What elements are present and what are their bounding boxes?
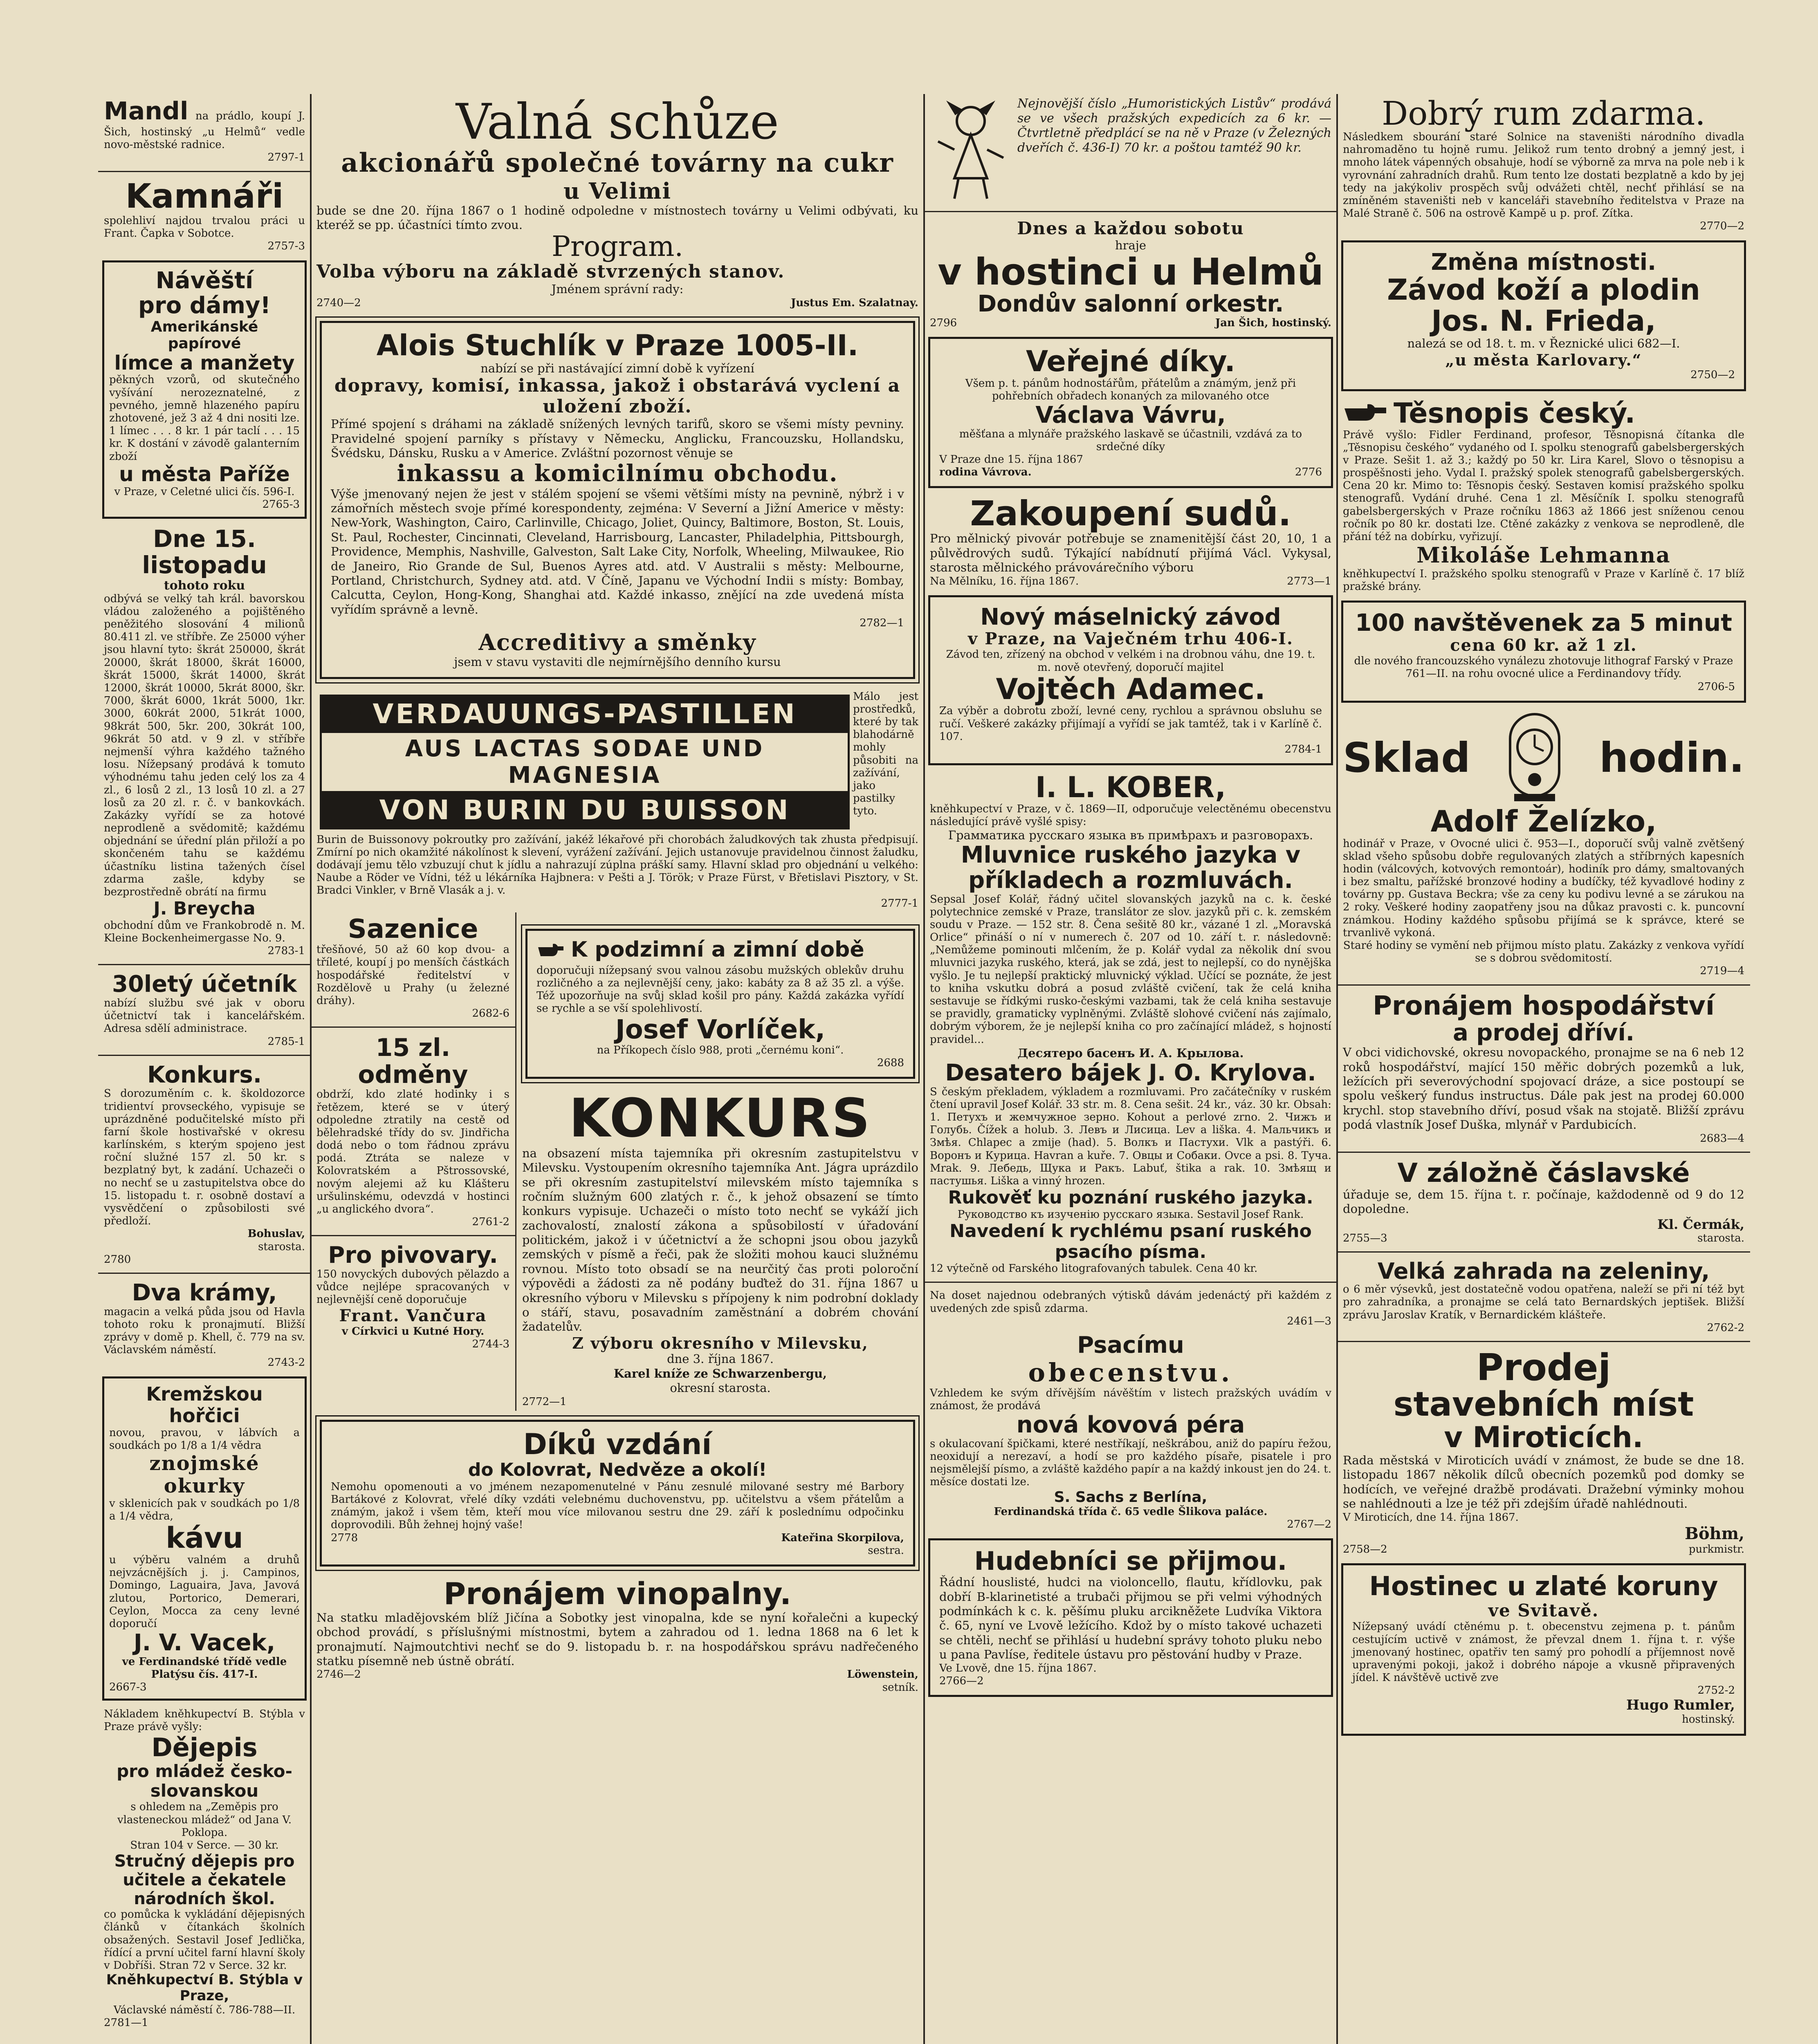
ad-subtitle: znojmské okurky (149, 1452, 260, 1497)
ad-horcice (102, 1376, 307, 1701)
ad-title: 15 zl. odměny (358, 1033, 468, 1089)
hand-pointer-icon (1343, 399, 1388, 429)
ad-text: Vzhledem ke svým dřívějším návěštím v listech pražských uvádím v známost, že prodává (930, 1387, 1331, 1412)
ad-title: Pro pivovary. (328, 1242, 498, 1269)
column-4 (1337, 94, 1750, 2044)
ad-text: Na doset najednou odebraných výtisků dávám jedenáctý při každém z uvedených zde spisů zdarma. (930, 1289, 1331, 1315)
ad-humoristicke-listy (924, 94, 1337, 207)
ad-text: hodinář v Praze, v Ovocné ulici č. 953—I., doporučí svůj valně zvětšený sklad všeho spůsobu dobře regulovaných zlatých a stříbrných kapesních hodin (válcových, kotvových remontoár), hodiník pro dámy, smaltovaných i bez smaltu, pařížské bronzové hodiny a budíčky, též kyvadlové hodiny z továrny pp. Gustava Beckra; vše za ceny ku podivu levné a se zárukou na 2 roky. Veškeré hodiny zaopatřeny jsou na důkaz pravosti c. k. puncovní známkou. Hodiny každého spůsobu přijímá se k správce, které se trvanlivě vykoná. (1343, 837, 1744, 939)
ad-jedenacty (924, 1287, 1337, 1330)
ad-title: Konkurs. (147, 1061, 262, 1088)
ad-signature: Karel kníže ze Schwarzenbergu, (613, 1366, 827, 1381)
ad-text: Rada městská v Miroticích uvádí v známost, že bude se dne 18. listopadu 1867 několik dílců obecních pozemků pod domky se hodících, ve veřejné dražbě prodávati. Dražební výminky mohou se nahlédnouti a lze je též při zdejším úřadě nahlédnouti. (1343, 1453, 1744, 1511)
ad-diky-vzdani (320, 1420, 915, 1567)
ad-role: starosta. (1697, 1232, 1744, 1244)
ad-ucetnik (98, 969, 311, 1050)
ad-date: Na Mělníku, 16. října 1867. (930, 575, 1079, 587)
ad-signature: Kateřina Skorpilova, (781, 1531, 904, 1544)
ad-text: Právě vyšlo: Fidler Ferdinand, profesor, Těsnopisná čítanka dle „Těsnopisu českého“ vydaného od I. spolku stenografů gabelsbergerských v Praze. Sešit 1. až 3.; každý po 50 kr. Lira Karel, Slovo o těsnopisu a prospěšnosti jeho. Vydal I. pražský spolek stenografů gabelsbergerských. Cena 20 kr. Mimo to: Těsnopis český. Sestaven komisí pražského spolku stenografů. Vydání druhé. Cena 1 zl. Měsíčník I. spolku stenografů gabelsbergerských v Praze ročníku 1863 až 1866 jest sníženou cenou ročník po 80 kr. dostati lze. Ctěné zakázky z venkova se neprodleně, dle přání též na dobírku, vyřizují. (1343, 428, 1744, 543)
ad-vinopalna (311, 1576, 924, 1697)
ad-text: Na statku mladějovském blíž Jičína a Sobotky jest vinopalna, kde se nyní kořalečni a kupecký obchod provádí, s příslušnými místnostmi, bytem a zahradou od 1. ledna 1868 na 6 let k pronajmutí. Najmoutchtivi nechť se do 9. listopadu b. r. na hospodářskou správu nadřečeného statku písemně neb ústně obrátí. (316, 1610, 918, 1668)
ad-title: Alois Stuchlík v Praze 1005-II. (376, 328, 859, 362)
ad-navstevenky (1341, 601, 1746, 702)
ad-konkurs-milevsko (516, 1088, 924, 1410)
ad-number: 2777-1 (881, 897, 918, 910)
ad-date: dne 3. října 1867. (667, 1352, 774, 1366)
ad-number: 2755—3 (1343, 1232, 1387, 1244)
ad-title: Dobrý rum zdarma. (1382, 94, 1706, 132)
ad-number: 2752-2 (1697, 1684, 1735, 1697)
ad-title: Stručný dějepis pro učitele a čekatele národních škol. (114, 1852, 295, 1909)
ad-signature: Böhm, (1685, 1524, 1744, 1543)
ad-text: jsem v stavu vystaviti dle nejmírnějšího denního kursu (454, 655, 781, 669)
ad-signature: Justus Em. Szalatnay. (791, 296, 918, 309)
ad-title: I. L. KOBER, (1035, 771, 1226, 805)
ad-text: Pro mělnický pivovár potřebuje se znamenitější část 20, 10, 1 a půlvědrových sudů. Týkající nabídnutí přijímá Václ. Vykysal, starosta mělnického právovárečního výboru (930, 531, 1331, 575)
ad-text: úřaduje se, dem 15. října t. r. počínaje, každodenně od 9 do 12 dopoledne. (1343, 1187, 1744, 1216)
ad-zahrada (1337, 1257, 1750, 1337)
ad-listopad (98, 524, 311, 960)
ad-kramy (98, 1278, 311, 1372)
ad-signature: rodina Vávrova. (939, 466, 1032, 479)
ad-subtitle: u města Paříže (119, 462, 290, 486)
ad-text: Руководство къ изученію русскаго языка. Sestavil Josef Rank. (957, 1208, 1304, 1221)
ad-text: u výběru valném a druhů nejvzácnějších j. j. Campinos, Domingo, Laguaira, Java, Javová zlutou, Portorico, Demerari, Ceylon, Mocca za ceny levné doporučí (109, 1553, 300, 1630)
ad-text: Za výběr a dobrotu zboží, levné ceny, rychlou a správnou obsluhu se ručí. Veškeré zakázky přijímají a vyřídí se jak tamtéž, tak i v Karlíně č. 107. (939, 705, 1322, 743)
ad-russian-title: Грамматика русскаго языка въ примѣрахъ и разговорахъ. (948, 828, 1313, 842)
ad-role: setník. (882, 1681, 918, 1694)
ad-signature: Josef Vorlíček, (615, 1014, 826, 1045)
ad-odmeny (311, 1032, 515, 1231)
hand-pointer-icon (536, 938, 565, 964)
ad-text: Všem p. t. pánům hodnostářům, přátelům a známým, jenž při pohřebních obřadech konaných za milovaného otce (965, 377, 1296, 402)
ad-title: Mandl (104, 97, 189, 126)
ad-text: kněhkupectví v Praze, v č. 1869—II, odporučuje velectěnému obecenstvu následující právě vyšlé spisy: (930, 802, 1331, 828)
ad-number: 2767—2 (1287, 1518, 1331, 1531)
ad-side-text: Málo jest prostředků, které by tak blahodárně mohly působiti na zažívání, jako pastilky tyto. (853, 690, 918, 818)
ad-title: Velká zahrada na zeleniny, (1377, 1258, 1710, 1284)
ad-text: S dorozuměním c. k. školdozorce tridientví provseckého, vypisuje se uprázdněné podučitelské místo při farní škole hostivařské v okresu karlínském, s kterým spojeno jest roční služné 157 zl. 50 kr. s bezplatný byt, k zadání. Uchazeči o no nechť se u zastupitelstva obce do 15. listopadu t. r. osobně dostaví a vysvědčení o způsobilosti své předloží. (104, 1087, 305, 1228)
ad-pastillen (311, 688, 924, 912)
ad-signature: Hugo Rumler, (1626, 1697, 1735, 1714)
ad-signature: Bohuslav, (247, 1228, 305, 1240)
ad-price: Stran 104 v Serce. — 30 kr. (130, 1839, 279, 1851)
ad-konkurs-hostivar (98, 1060, 311, 1269)
ad-text: Přímé spojení s dráhami na základě snížených levných tarifů, skoro se všemi místy pevniny. Pravidelné spojení parníky s přístavy v Německu, Anglicku, Francouzsku, Hollandsku, Švédsku, Dánsku, Rusku a v Americe. Zvláštní pozornost věnuje se (331, 417, 904, 460)
ad-signature: S. Sachs z Berlína, (1054, 1488, 1208, 1506)
ad-title: Zakoupení sudů. (970, 493, 1291, 534)
ad-footer: ve Ferdinandské třídě vedle Platýsu čís. 417-I. (122, 1655, 287, 1681)
ad-subtitle: kávu (166, 1521, 243, 1555)
ad-text: dle nového francouzského vynálezu zhotovuje lithograf Farský v Praze 761—II. na rohu ovocné ulice a Ferdinandovy třídy. (1354, 655, 1733, 680)
ad-date: V Praze dne 15. října 1867 (939, 453, 1083, 466)
pastillen-banner (320, 695, 850, 829)
ad-text: Jménem správní rady: (551, 282, 684, 296)
ad-subtitle: límce a manžety (114, 351, 295, 374)
ad-number: 2772—1 (522, 1395, 567, 1408)
ad-signature: Vojtěch Adamec. (996, 672, 1266, 706)
ad-title: hodin. (1599, 734, 1744, 782)
ad-role: hostinský. (1682, 1713, 1735, 1726)
ad-text: Nejnovější číslo „Humoristických Listův“ prodává se ve všech pražských expedicích za 6 kr. — Čtvrtletně předplácí se na ně v Praze (v Železných dveřích č. 436-I) 70 kr. a poštou tamtéž 90 kr. (1017, 96, 1331, 155)
ad-frieda (1341, 240, 1746, 391)
ad-kamnari (98, 176, 311, 256)
ad-number: 2719—4 (1700, 965, 1744, 977)
ad-rum-zdarma (1337, 94, 1750, 235)
ad-role: sestra. (868, 1544, 904, 1557)
ad-number: 2461—3 (1287, 1315, 1331, 1327)
ad-number: 2667-3 (109, 1681, 147, 1694)
ad-psaci-pera (924, 1330, 1337, 1533)
ad-text: Sepsal Josef Kolář, řádný učitel slovanských jazyků na c. k. české polytechnice zemské v Praze, translátor ze slov. jazyků při c. k. zemském soudu v Praze. — 152 str. 8. Čena sešitě 80 kr., vázané 1 zl. „Moravská Orlice“ přináší o ní v numerech č. 207 od 10. září t. r. následovně: „Nemůžeme pominouti mlčením, že p. Kolář vydal za několik dní svou mluvnici jazyka ruského, která, jak se zdá, jest to nejlepší, co do nynějška vyšlo. Je tu nejlepší praktický mluvnický výklad. Učící se poznáte, že jest to kniha vskutku dobrá a posud zvláště cvičení, tak že celá kniha sestavuje se řídkými rusko-českými vazbami, tak že celá kniha sestavuje se pravidly, gramaticky vyplněnými. Zvláště slohové cvičení nás zajímalo, dobrým výborem, že je nejlepší kniha co pro začínající mládež, s hojností pravidel... (930, 893, 1331, 1046)
ad-number: 2762-2 (1707, 1321, 1744, 1334)
ad-title: Prodej (1476, 1346, 1611, 1389)
ad-title: 30letý účetník (112, 971, 297, 998)
ad-title: V záložně čáslavské (1397, 1158, 1690, 1188)
ad-text: odbývá se velký tah král. bavorskou vládou založeného a pojištěného peněžitého slosování 4 milionů 80.411 zl. ve stříbře. Ze 25000 výher jsou hlavní tyto: škrát 250000, škrát 20000, škrát 18000, škrát 16000, škrát 15000, škrát 14000, škrát 12000, škrát 10000, 5krát 8000, škr. 7000, škrát 6000, 1krát 5000, 1kr. 3000, 60krát 2000, 51krát 1000, 98krát 500, 5kr. 200, 30krát 100, 96krát 50 atd. v 9 zl. v stříbře nejmenší výhra každého tažného losu. Nížepsaný prodává k tomuto výhodnému tahu jeden celý los za 4 zl., 6 losů 2 zl., 13 losů 10 zl. a 27 losů za 20 zl. r. č. v bankovkách. Zakázky vyřídí se za hotové neprodleně a svědomitě; každému objednání se úřední plán přiloží a po skončeném tahu se každému účastníku listina tažených čísel zdarma zašle, kdyby se bezprostředně obrátí na firmu (104, 592, 305, 899)
ad-role: purkmistr. (1688, 1543, 1744, 1555)
ad-russian-title: Десятеро басенъ И. А. Крылова. (1017, 1046, 1244, 1060)
ad-text: 12 výtečně od Farského litografovaných tabulek. Cena 40 kr. (930, 1262, 1258, 1275)
ad-text: o 6 měr výsevků, jest dostatečně vodou opatřena, naleží se při ní též byt pro zahradníka, a pronajme se celá tato Bernardských jeptišek. Bližší zprávu Jaroslav Kratík, v Bernardickém klášteře. (1343, 1283, 1744, 1321)
ad-subtitle: Accreditivy a směnky (478, 629, 756, 656)
ad-text: co pomůcka k vykládání dějepisných článků v čítankách školních obsažených. Sestavil Josef Jedlička, řídící a první učitel farní hlavní školy v Dobříši. Stran 72 v Serce. 32 kr. (104, 1908, 305, 1972)
ad-title: obecenstvu. (1028, 1357, 1233, 1387)
ad-vorlicek (525, 929, 915, 1079)
ad-text: magacin a velká půda jsou od Havla tohoto roku k pronajmutí. Bližší zprávy v domě p. Khell, č. 779 na sv. Václavském náměstí. (104, 1305, 305, 1356)
banner-line: AUS LACTAS SODAE UND MAGNESIA (322, 731, 848, 793)
ad-title: Dva krámy, (132, 1279, 277, 1306)
ad-role: starosta. (258, 1240, 305, 1253)
ad-subtitle: Program. (552, 231, 683, 263)
ad-number: 2758—2 (1343, 1543, 1387, 1555)
ad-number: 2740—2 (316, 296, 361, 309)
ad-subtitle: pro mládež česko-slovanskou (117, 1761, 292, 1801)
ad-number: 2682-6 (472, 1007, 509, 1020)
ad-text: Volba výboru na základě stvrzených stanov. (316, 261, 785, 282)
ad-subtitle: nová kovová péra (1016, 1412, 1245, 1439)
ad-title: Sklad (1343, 734, 1470, 782)
ad-signature: Löwenstein, (847, 1668, 918, 1681)
ad-subtitle: Dondův salonní orkestr. (977, 291, 1284, 318)
ad-number: 2683—4 (1700, 1132, 1744, 1145)
ad-zakoupeni-sudu (924, 493, 1337, 590)
ad-number: 2770—2 (1700, 220, 1744, 233)
ad-subtitle: dopravy, komisí, inkassa, jakož i obstarává vyclení a uložení zboží. (334, 375, 901, 417)
ad-number: 2785-1 (267, 1035, 305, 1048)
ad-pivovary (311, 1240, 515, 1353)
ad-title: Pronájem hospodářství (1373, 991, 1715, 1021)
banner-line: VERDAUUNGS-PASTILLEN (322, 697, 848, 731)
ad-signature: Kl. Čermák, (1657, 1216, 1744, 1232)
ad-number: 2782—1 (860, 617, 904, 630)
column-3 (924, 94, 1337, 2044)
ad-mirotice (1337, 1346, 1750, 1558)
ad-subtitle: „u města Karlovary.“ (1445, 350, 1642, 369)
ad-stuchlik (320, 321, 915, 679)
ad-subtitle: v Praze, na Vaječném trhu 406-I. (968, 629, 1293, 649)
ad-number: 2706-5 (1697, 680, 1735, 693)
ad-number: 2781—1 (104, 2017, 148, 2029)
ad-pronajem-hospodarstvi (1337, 990, 1750, 1148)
ad-text: třešňové, 50 až 60 kop dvou- a tříleté, koupí j po menších částkách hospodářské ředitelství v Rozdělově u Prahy (u železné dráhy). (316, 944, 509, 1007)
ad-text: nabízí službu své jak v oboru účetnictví tak i kancelářském. Adresa sdělí administrace. (104, 997, 305, 1035)
ad-text: Výše jmenovaný nejen že jest v stálém spojení se všemi většími místy na pevnině, nýbrž i v zámořních městech svoje přímé korespondenty, zejména: V Severní a Jižní Americe v městy: New-York, Washington, Cairo, Carlinville, Chicago, Joliet, Quincy, Baltimore, Boston, St. Louis, St. Paul, Rochester, Cincinnati, Cleveland, Harrisbourg, Lancaster, Philadelphia, Pittsbourgh, Providence, Memphis, Nashville, Galveston, Salt Lake City, Norfolk, Wheeling, Milwaukee, Rio de Janeiro, Rio Grande de Sul, Buenos Ayres atd. atd. V Australii s městy: Melbourne, Portland, Christchurch, Sydney atd. atd. V Číně, Japanu ve Východní Indii s místy: Bombay, Calcutta, Ceylon, Hong-Kong, Shanghai atd. Každé inkasso, znějící na zde uvedená místa vyřídím správně a levně. (331, 486, 904, 616)
ad-text: doporučuji nížepsaný svou valnou zásobu mužských oblekův druhu rozličného a za nejlevnější ceny, jako: kabáty za 8 až 35 zl. a výše. Též upozorňuje na svůj sklad košil pro pány. Každá zakázka vyřídí se rychle a se vší spolehlivostí. (536, 964, 904, 1015)
ad-number: 2766—2 (939, 1674, 984, 1687)
ad-title: Hudebníci se přijmou. (974, 1546, 1287, 1576)
ad-number: 2784-1 (1284, 743, 1322, 755)
ad-subtitle: a prodej dříví. (1452, 1019, 1635, 1046)
ad-sazenice (311, 912, 515, 1023)
ad-subtitle: Amerikánské (150, 318, 258, 335)
ad-text: nabízí se při nastávající zimní době k vyřízení (480, 361, 754, 375)
ad-subtitle: Dnes a každou sobotu (1017, 218, 1244, 238)
ad-role: okresní starosta. (670, 1381, 771, 1395)
ad-number: 2778 (331, 1531, 358, 1544)
ad-title: Dne 15. listopadu (142, 525, 267, 579)
ad-title: Těsnopis český. (1394, 397, 1636, 430)
ad-subtitle: ve Svitavě. (1488, 1600, 1599, 1621)
ad-subtitle: Jos. N. Frieda, (1431, 304, 1656, 338)
ad-zalozna (1337, 1157, 1750, 1247)
ad-text: s okulacovaní špičkami, které nestříkají, neškrábou, aniž do papíru řežou, neoxidují a nerezaví, a hodí se pro každého písaře, pisatele i pro nejsmělejší písmo, a zvláště každého papír a na každý inkoust jen do 24. t. měsíce dostati lze. (930, 1437, 1331, 1488)
ad-title: K podzimní a zimní době (571, 937, 864, 962)
ad-kober (924, 770, 1337, 1278)
ad-signature: Kněhkupectví B. Stýbla v Praze, (106, 1972, 303, 2004)
ad-number: 2765-3 (262, 498, 300, 511)
ad-text: Řádní houslisté, hudci na violoncello, flautu, křídlovku, pak dobří B-klarinetisté a trubači přijmou se při velmi výhodných podmínkách k c. k. pěšímu pluku arcikněžete Ludvíka Viktora č. 65, nyní ve Lvově ležícího. Kdož by o místo takové uchazeti se chtěli, nechť se přihlásí u hudební správy tohoto pluku nebo u pana Pavlíse, ředitele ústavu pro pěstování hudby v Praze. (939, 1575, 1322, 1662)
ad-subtitle: Desatero bájek J. O. Krylova. (945, 1060, 1316, 1087)
ad-footer: Ferdinandská třída č. 65 vedle Šlikova paláce. (994, 1505, 1268, 1518)
ad-dejepis (98, 1706, 311, 2032)
ad-number: 2783-1 (267, 945, 305, 957)
ad-text: hraje (1115, 238, 1146, 253)
ad-subtitle: v Miroticích. (1444, 1421, 1643, 1455)
ad-number: 2688 (877, 1057, 904, 1069)
ad-subtitle: akcionářů společné továrny na cukr (341, 148, 894, 178)
ad-title: Valná schůze (456, 94, 779, 150)
ad-title: Změna místnosti. (1431, 249, 1656, 276)
ad-title: Pronájem vinopalny. (443, 1576, 792, 1612)
ad-text: 150 novyckých dubových pělazdo a vůdce nejlépe spracovaných v nejlevnější ceně doporučuje (316, 1268, 509, 1306)
ad-footer: kněhkupectví I. pražského spolku stenografů v Praze v Karlíně č. 17 blíž pražské brány. (1343, 568, 1744, 593)
ad-damy (102, 260, 307, 519)
column-2 (311, 94, 924, 2044)
ad-text: Burin de Buissonovy pokroutky pro zažívání, jakéž lékařové při chorobách žaludkových tak zhusta předpisují. Zmírní po nich okamžité nákolínost k slevení, vyrážení zažívání. Jejich ustanovuje pravidelnou činnost žaludku, dodávají jemu tělo vzbuzují chut k jídlu a nahrazují zúplna práškí samy. Hlavní sklad pro objednání u velkého: Naube a Röder ve Vídni, též u lékárníka Hajbnera: v Pešti a J. Török; v Praze Fürst, v Břetislavi Pisztory, v St. Bradci Vinkler, v Brně Vlasák a j. v. (316, 833, 918, 897)
ad-title: Kamnáři (125, 177, 284, 216)
ad-title: 100 navštěvenek za 5 minut (1355, 609, 1732, 637)
ad-text: Staré hodiny se vymění neb přijmou místo platu. Zakázky z venkova vyřídí se s dobrou svědomitostí. (1343, 939, 1744, 965)
ad-subtitle: tohoto roku (164, 578, 245, 593)
ad-hodiny (1337, 708, 1750, 980)
ad-title: Veřejné díky. (1026, 344, 1235, 378)
ad-maselnicky-zavod (928, 595, 1333, 765)
ad-tesnopis (1337, 396, 1750, 596)
ad-number: 2761-2 (472, 1216, 509, 1228)
ad-text: v sklenicích pak v soudkách po 1/8 a 1/4 vědra, (109, 1497, 300, 1523)
ad-number: 2780 (104, 1253, 131, 1266)
ad-hudebnici (928, 1538, 1333, 1697)
ad-number: 2796 (930, 316, 957, 329)
ad-footer: obchodní dům ve Frankobrodě n. M. Kleine Bockenheimergasse No. 9. (104, 919, 305, 944)
ad-signature: Adolf Želízko, (1430, 804, 1657, 838)
ad-text: na prádlo, koupí J. Šich, hostinský „u Helmů“ vedle novo-městské radnice. (104, 110, 305, 151)
ad-text: obdrží, kdo zlaté hodinky i s řetězem, které se v úterý odpoledne ztratily na cestě od bělehradské třídy do sv. Jindřicha dodá nebo o tom řádnou zprávu podá. Ztráta se naleze v Kolovratském a Pštrossovské, novým alejemi až ku Klášteru uršulinskému, odevzdá v hostinci „u anglického dvora“. (316, 1088, 509, 1216)
ad-text: Nížepsaný uvádí ctěnému p. t. obecenstvu zejmena p. t. pánům cestujícím uctivě v známost, že převzal dnem 1. října t. r. výše jmenovaný hostinec, opatřiv ten samý pro pohodlí a příjemnost nově upravenými pokoji, jakož i dobrého nápoje a vkusně připravených jídel. K návštěvě uctivě zve (1352, 1620, 1735, 1684)
ad-subtitle: Závod koží a plodin (1387, 273, 1700, 307)
ad-valna-schuze (311, 94, 924, 312)
ad-number: 2776 (1295, 466, 1322, 479)
ad-title: KONKURS (569, 1088, 872, 1150)
clock-icon (1498, 710, 1571, 806)
ad-date: V Miroticích, dne 14. října 1867. (1343, 1511, 1519, 1524)
ad-subtitle: inkassu a komicilnímu obchodu. (397, 460, 838, 487)
ad-number: 2757-3 (267, 240, 305, 253)
ad-number: 2746—2 (316, 1668, 361, 1681)
ad-text: na obsazení místa tajemníka při okresním zastupitelstvu v Milevsku. Vystoupením okresního tajemníka Ant. Jágra uprázdilo se při okresním zastupitelství milevském místo tajemníka s ročním služným 600 zlatých r. č., k jehož obsazení se tímto konkurs vypisuje. Uchazeči o místo toto nechť se vykáží jich zachovalostí, znalostí zákona a spůsobilostí v úřadování politickém, jakož i v účetnictví a že schopni jsou obou jazyků zemských v písmě a řeči, pak že složiti mohou kauci služnému rovnou. Místo toto obsadí se na neurčitý čas proti poloroční výpovědi a žádosti za ně podány buďtež do 31. října 1867 u okresního výboru v Milevsku s přípojeny k nim podrobní doklady o stáří, stavu, posavadním zaměstnání a dobrém chování žadatelův. (522, 1146, 918, 1334)
ad-footer: Z výboru okresního v Milevsku, (572, 1334, 869, 1352)
ad-signature: Frant. Vančura (339, 1306, 487, 1325)
ad-title: Dějepis (151, 1732, 258, 1762)
ad-text: nalezá se od 18. t. m. v Řeznické ulici 682—I. (1407, 336, 1680, 351)
ad-text: pěkných vzorů, od skutečného vyšívání nerozeznatelné, z pevného, jemně hlazeného papíru zhotovené, jež 3 až 4 dni nositi lze. 1 límec . . . 8 kr. 1 pár taclí . . . 15 kr. K dostání v závodě galanterním zboží (109, 374, 300, 463)
ad-subtitle: do Kolovrat, Nedvěze a okolí! (468, 1459, 767, 1481)
ad-footer: v Církvici u Kutné Hory. (341, 1325, 485, 1338)
ad-mandl (98, 94, 311, 167)
ad-title: Kremžskou hořčici (146, 1383, 263, 1427)
ad-text: Nemohu opomenouti a vo jménem nezapomenutelné v Pánu zesnulé milované sestry mé Barbory Bartákové z Kolovrat, vřelé díky vzdáti velebnému duchovenstvu, pp. učitelstvu a všem přátelům a známým, jakož i všem těm, kteří mou více milovanou sestru dne 29. září k poslednímu odpočinku doprovodili. Bůh žehnej hojný vaše! (331, 1480, 904, 1531)
ad-footer: Václavské náměstí č. 786-788—II. (113, 2004, 296, 2017)
column-1 (98, 94, 311, 2044)
ad-subtitle: cena 60 kr. až 1 zl. (1450, 636, 1637, 655)
ad-signature: J. Breycha (153, 898, 256, 919)
ad-signature: Jan Šich, hostinský. (1215, 316, 1331, 329)
ad-number: 2797-1 (267, 151, 305, 164)
ad-text: S českým překladem, výkladem a rozmluvami. Pro začátečníky v ruském čtení upravil Josef Kolář. 33 str. m. 8. Cena sešit. 24 kr., váz. 30 kr. Obsah: 1. Петухъ и жемчужное зерно. Kohout a perlové zrno. 2. Чижъ и Голубь. Čížek a holub. 3. Левъ и Лисица. Lev a liška. 4. Мальчикъ и Змѣя. Chlapec a zmije (had). 5. Волкъ и Пастухи. Vlk a pastýři. 6. Воронъ и Курица. Havran a kuře. 7. Овцы и Собаки. Ovce a psi. 8. Туча. Mrak. 9. Лебедь, Щука и Ракъ. Labuť, štika a rak. 10. Змѣящ и пастушья. Liška a vinný hrozen. (930, 1085, 1331, 1188)
ad-number: 2744-3 (472, 1338, 509, 1350)
ad-title: Díků vzdání (523, 1427, 712, 1461)
ad-title: Psacímu (1077, 1331, 1184, 1358)
ad-title: Hostinec u zlaté koruny (1369, 1571, 1718, 1602)
ad-text: Následkem sbourání staré Solnice na staveništi národního divadla nahromaděno tu hojně rumu. Jelikož rum tento drobný a jemný jest, i mnoho látek vápenných obsahuje, hodí se výborně za mrva na pole neb i k vyrovnání zahradních drahů. Rum tento lze dostati bezplatně a kdo by jej tedy na jakýkoliv prospěch svůj odvážeti chtěl, nechť přihlásí se na zmíněném staveništi neb v kanceláři stavebního ředitelstva v Praze na Malé Straně č. 506 na ostrově Kampě u p. prof. Zítka. (1343, 131, 1744, 220)
ad-subtitle: Navedení k rychlému psaní ruského psacího písma. (949, 1221, 1312, 1262)
ad-u-helmu (924, 216, 1337, 332)
ad-number: 2773—1 (1287, 575, 1331, 587)
ad-subtitle: Mluvnice ruského jazyka v příkladech a rozmluvách. (961, 842, 1301, 894)
ad-subtitle: Rukověť ku poznání ruského jazyka. (948, 1187, 1313, 1208)
ad-title: Návěští (155, 267, 254, 294)
ad-text: měšťana a mlynáře pražského laskavě se účastnili, vzdává za to srdečné díky (959, 428, 1302, 453)
ad-subtitle: u Velimi (563, 177, 672, 204)
ad-subtitle: papírové (168, 335, 241, 352)
ad-title: Sazenice (348, 914, 478, 944)
ad-text: V obci vidichovské, okresu novopackého, pronajme se na 6 neb 12 roků hospodářství, mající 150 měřic dobrých pozemků a luk, ležících při severovýchodní spojovací dráze, a sice postoupí se spolu veškerý fundus instructus. Dále pak jest na prodej 60.000 krychl. stop stavebního dříví, posud však na stojatě. Bližší zprávu podá vlastník Josef Duška, mlynář v Pardubicích. (1343, 1045, 1744, 1132)
ad-footer: v Praze, v Celetné ulici čís. 596-I. (114, 485, 295, 498)
ad-number: 2750—2 (1690, 369, 1735, 381)
ad-title: v hostinci u Helmů (938, 250, 1324, 294)
ad-text: s ohledem na „Zeměpis pro vlasteneckou mládež“ od Jana V. Poklopa. (117, 1801, 292, 1839)
ad-text: Nákladem kněhkupectví B. Stýbla v Praze právě vyšly: (104, 1708, 305, 1733)
ad-footer: na Příkopech číslo 988, proti „černému koni“. (597, 1044, 844, 1056)
ad-subtitle: stavebních míst (1393, 1385, 1694, 1424)
ad-title: Nový máselnický závod (980, 603, 1281, 630)
ad-text: Závod ten, zřízený na obchod v velkém i na drobnou váhu, dne 19. t. m. nově otevřený, doporučí majitel (946, 648, 1315, 674)
ad-signature: Mikoláše Lehmanna (1416, 543, 1671, 568)
ad-subtitle: Václava Vávru, (1035, 401, 1226, 428)
ad-text: spolehliví najdou trvalou práci u Frant. Čapka v Sobotce. (104, 215, 305, 240)
ad-number: 2743-2 (267, 1356, 305, 1369)
ad-text: bude se dne 20. října 1867 o 1 hodině odpoledne v místnostech továrny u Velimi odbývati, ku kteréž se pp. účastníci tímto zvou. (316, 203, 918, 232)
ad-date: Ve Lvově, dne 15. října 1867. (939, 1662, 1097, 1674)
ad-text: novou, pravou, v lábvích a soudkách po 1/8 a 1/4 vědra (109, 1427, 300, 1452)
ad-verejne-diky (928, 337, 1333, 488)
ad-signature: J. V. Vacek, (133, 1629, 276, 1656)
ad-title: pro dámy! (138, 292, 271, 319)
ad-zlata-koruna (1341, 1563, 1746, 1736)
banner-line: VON BURIN DU BUISSON (322, 793, 848, 827)
jester-figure-icon (930, 96, 1012, 204)
